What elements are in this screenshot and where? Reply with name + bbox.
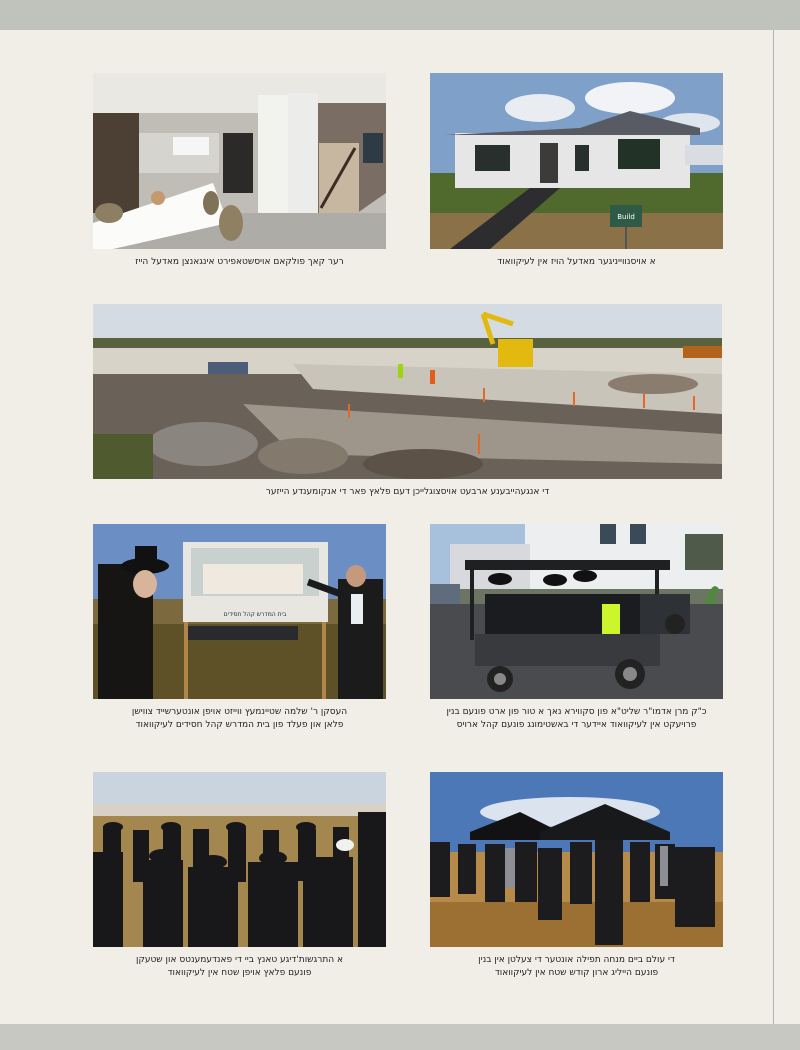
tent-ceremony-photo (430, 772, 723, 947)
signboard-text: בית המדרש קהל חסידים (223, 611, 287, 618)
caption-circle: א התרגשות'דיגע טאנץ ביי די פאנדעמענטס און שטעקן פונעם פלאץ אויפן שטח אין לעיקוואוד (136, 955, 343, 978)
golf-cart-tour-photo (430, 524, 723, 699)
model-house-photo (430, 73, 723, 249)
rendering-signboard-photo (93, 524, 386, 699)
page-edge-line (773, 30, 774, 1024)
top-band (0, 0, 800, 30)
caption-house: א אויסנווייניגער מאדעל הויז אין לעיקוואוד (497, 257, 656, 267)
caption-tents: די עולם ביים מנחה תפילה אונטער די צעלטן אין בנין פונעם הייליג ארון קודש שטח אין לעיקוואוד (478, 955, 675, 978)
caption-construction: די אנגעהייבענע ארבעט אויסצוגלייכן דעם פלאץ פאר די אנקומענדע הייזער (265, 487, 550, 497)
caption-golfcart: כ"ק מרן אדמו"ר שליט"א פון סקווירא נאך א טור פון ארט פונעם בנין פרויעקט אין לעיקוואוד איידער די באשטימונג פונעם קהל ארויס (446, 707, 707, 730)
kitchen-interior-photo (93, 73, 386, 249)
circle-dance-photo (93, 772, 386, 947)
caption-interior: רער קאך פולקאם אויסשטאפירט אינגאנצן מאדעל הייז (135, 257, 344, 267)
caption-signboard: העסקן ר' שלמה שטיינמעץ ווייזט אויפן אונטערשייד צווישן פלאן און פעלד פון בית המדרש קהל חסידים לעיקוואוד (131, 707, 348, 730)
construction-site-photo (93, 304, 722, 479)
house-sign-text: Build (617, 213, 635, 221)
bottom-band (0, 1024, 800, 1050)
